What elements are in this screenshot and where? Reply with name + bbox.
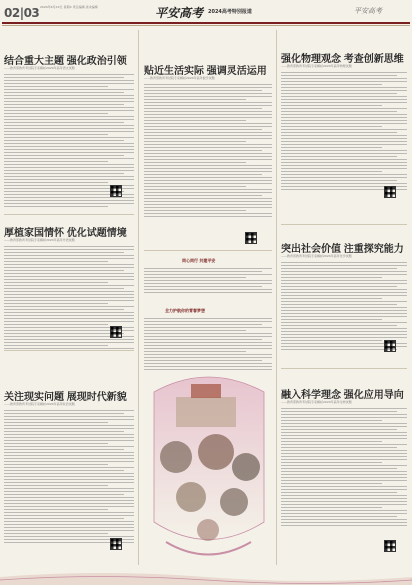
center-body [144,318,272,372]
article-subhead: ——教育部教育考试院专家解析2024年高考化学试题 [281,254,352,258]
masthead [0,0,412,26]
qr-code-icon[interactable] [245,232,257,244]
center-caption: 全力护航你的青春梦想 [165,308,205,313]
article-headline: 关注现实问题 展现时代新貌 [4,392,127,403]
article-subhead: ——教育部教育考试院专家解析2024年高考物理试题 [281,64,352,68]
edition-info: 2024年6月XX日 星期X 责任编辑 美术编辑 [40,5,98,9]
qr-code-icon[interactable] [110,185,122,197]
page-number: 02|03 [4,6,40,20]
article-subhead: ——教育部教育考试院专家解析2024年高考政治试题 [4,402,75,406]
article-headline: 结合重大主题 强化政治引领 [4,56,127,67]
footer-ribbon [0,567,412,585]
photo-collage [146,372,271,572]
column-divider [138,30,139,565]
article-body [144,84,272,219]
section-rule [281,224,407,225]
qr-code-icon[interactable] [384,540,396,552]
article-body [281,72,407,192]
article-subhead: ——教育部教育考试院专家解析2024年高考数学试题 [144,76,215,80]
section-rule [4,214,134,215]
article-body [281,408,407,528]
article-subhead: ——教育部教育考试院专家解析2024年高考生物试题 [281,400,352,404]
article-body [281,262,407,352]
section-rule [4,350,134,351]
article-headline: 强化物理观念 考查创新思维 [281,54,404,65]
article-body [4,410,134,545]
center-body [144,268,272,295]
qr-code-icon[interactable] [110,538,122,550]
top-thin-rule [2,25,410,26]
section-rule [281,368,407,369]
article-headline: 厚植家国情怀 优化试题情境 [4,228,127,239]
qr-code-icon[interactable] [384,340,396,352]
article-subhead: ——教育部教育考试院专家解析2024年高考语文试题 [4,66,75,70]
section-rule [144,250,272,251]
qr-code-icon[interactable] [110,326,122,338]
top-rule [2,22,410,24]
qr-code-icon[interactable] [384,186,396,198]
brand-title: 平安高考 [155,6,204,20]
brand-right-logo: 平安高考 [354,7,382,15]
article-headline: 突出社会价值 注重探究能力 [281,244,404,255]
brand-year: 2024高考特别报道 [208,9,252,15]
article-subhead: ——教育部教育考试院专家解析2024年高考外语试题 [4,238,75,242]
center-banner: 同心同行 共建平安 [182,258,216,263]
article-headline: 融入科学理念 强化应用导向 [281,390,404,401]
column-divider [276,30,277,565]
article-headline: 贴近生活实际 强调灵活运用 [144,66,267,77]
